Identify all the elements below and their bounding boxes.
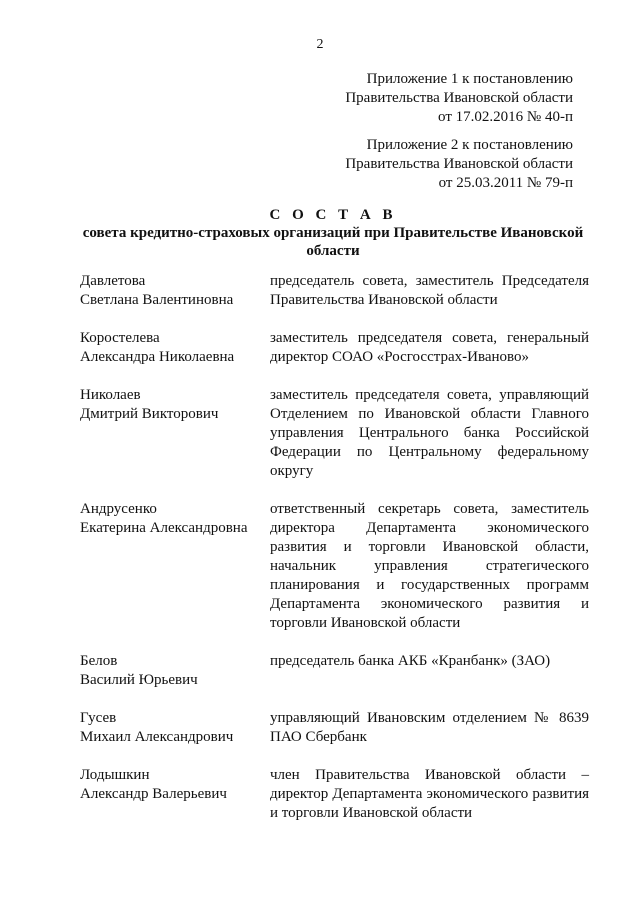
member-given-names: Михаил Александрович [80,729,234,745]
appendix-line: от 25.03.2011 № 79-п [438,175,573,191]
member-entry [80,766,589,823]
appendix-line: Приложение 2 к постановлению [366,137,573,153]
member-surname: Гусев [80,710,117,726]
member-name [80,272,270,310]
appendix-1-reference [345,70,573,127]
appendix-line: Приложение 1 к постановлению [366,71,573,87]
member-role: председатель совета, заместитель Председателя Правительства Ивановской области [270,273,589,308]
member-role: заместитель председателя совета, генеральный директор СОАО «Росгосстрах-Иваново» [270,330,589,365]
page-number: 2 [316,37,324,52]
member-name [80,652,270,690]
member-entry [80,386,589,481]
member-surname: Николаев [80,387,141,403]
member-name [80,766,270,823]
member-role: член Правительства Ивановской области – директор Департамента экономического развития и торговли Ивановской области [270,767,589,821]
member-role: заместитель председателя совета, управляющий Отделением по Ивановской области Главного управления Центрального банка Российской Федерации по Центральному федеральному округу [270,387,589,479]
member-given-names: Василий Юрьевич [80,672,198,688]
member-entry [80,652,589,690]
member-surname: Андрусенко [80,501,157,517]
member-role: управляющий Ивановским отделением № 8639 ПАО Сбербанк [270,710,589,745]
member-surname: Коростелева [80,330,160,346]
member-surname: Лодышкин [80,767,150,783]
member-entry [80,500,589,633]
document-title: С О С Т А В [269,207,397,223]
member-name [80,329,270,367]
member-role: председатель банка АКБ «Кранбанк» (ЗАО) [270,653,551,669]
document-heading [80,206,586,260]
member-given-names: Екатерина Александровна [80,520,248,536]
appendix-line: Правительства Ивановской области [345,156,573,172]
member-surname: Белов [80,653,118,669]
appendix-2-reference [345,136,573,193]
member-surname: Давлетова [80,273,146,289]
appendix-line: от 17.02.2016 № 40-п [438,109,573,125]
member-given-names: Светлана Валентиновна [80,292,234,308]
member-given-names: Дмитрий Викторович [80,406,219,422]
member-entry [80,272,589,310]
member-name [80,386,270,481]
member-given-names: Александра Николаевна [80,349,235,365]
member-entry [80,329,589,367]
member-entry [80,709,589,747]
member-role: ответственный секретарь совета, заместитель директора Департамента экономического развития и торговли Ивановской области, начальник управления стратегического планирования и государственных программ Департамента экономического развития и торговли Ивановской области [270,501,589,631]
member-name [80,500,270,633]
member-given-names: Александр Валерьевич [80,786,227,802]
document-subtitle: совета кредитно-страховых организаций при Правительстве Ивановской области [82,225,584,259]
appendix-line: Правительства Ивановской области [345,90,573,106]
member-name [80,709,270,747]
council-members-list [80,272,589,842]
